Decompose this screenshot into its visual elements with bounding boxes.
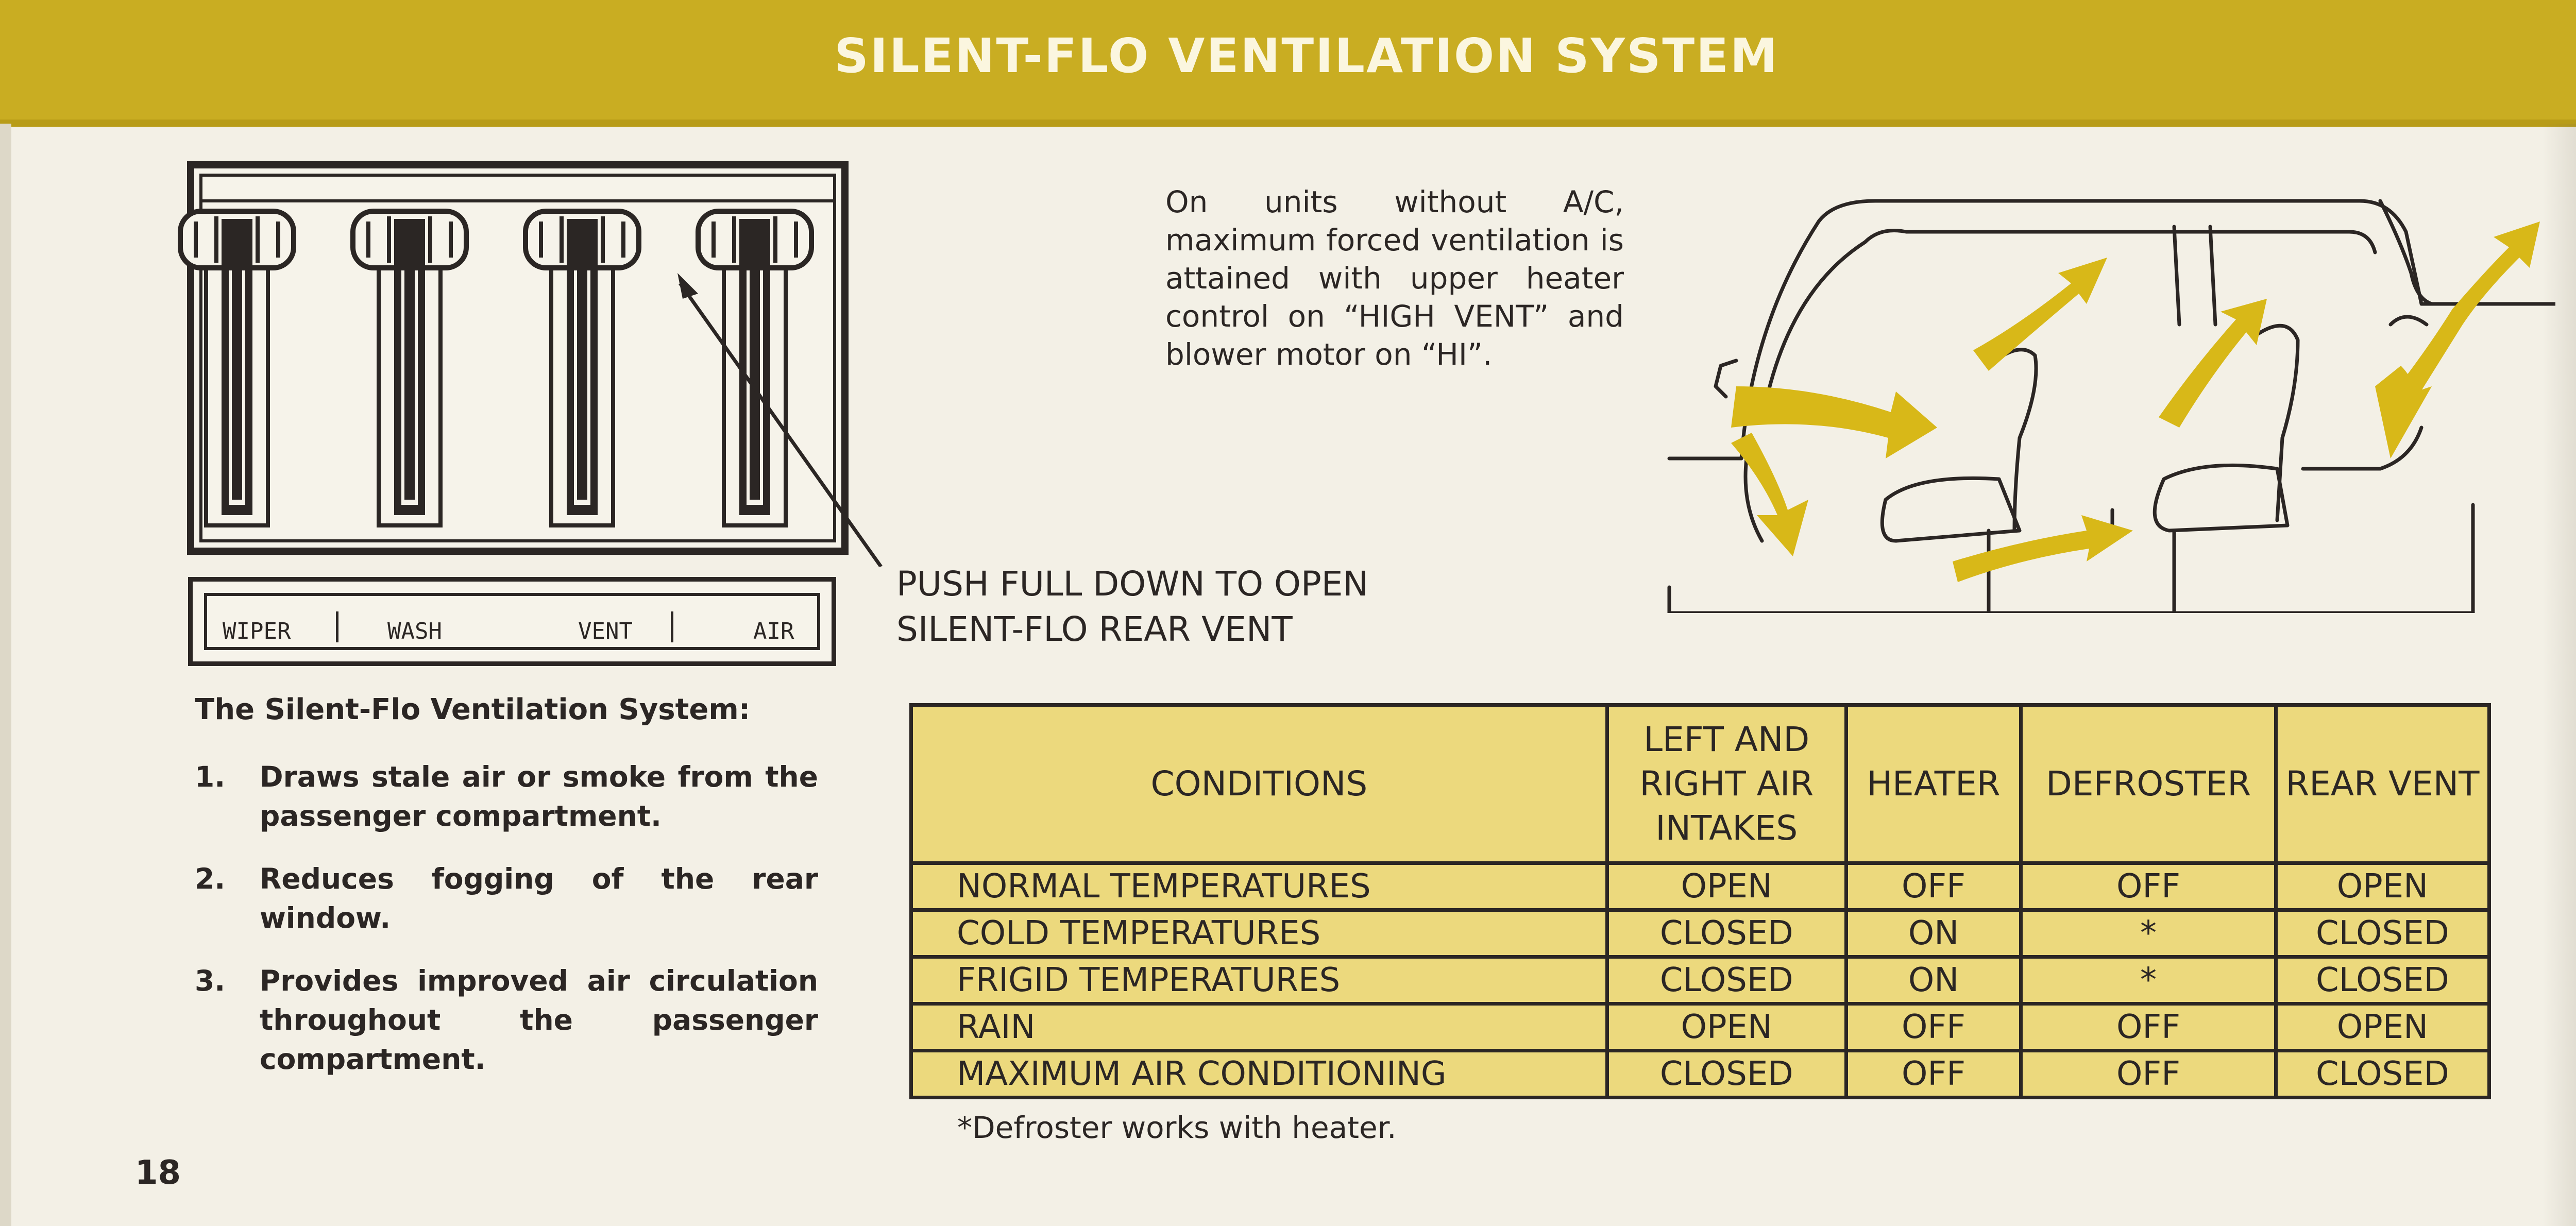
callout-line-2: SILENT-FLO REAR VENT: [896, 609, 1293, 649]
vent-label: VENT: [578, 618, 633, 644]
table-header-row: [911, 705, 2489, 863]
table-cell: OPEN: [1607, 863, 1846, 910]
table-cell: OFF: [1846, 863, 2021, 910]
switch-label-strip: [188, 577, 836, 666]
system-intro-heading: The Silent-Flo Ventilation System:: [195, 693, 751, 726]
table-row: [911, 1004, 2489, 1051]
header-rule: [0, 120, 2576, 127]
list-text: Draws stale air or smoke from the passenger compartment.: [260, 760, 818, 832]
column-header: CONDITIONS: [911, 705, 1607, 863]
table-cell: CLOSED: [1607, 957, 1846, 1004]
table-cell: FRIGID TEMPERATURES: [911, 957, 1607, 1004]
table-cell: OFF: [2021, 1051, 2276, 1098]
callout-line-1: PUSH FULL DOWN TO OPEN: [896, 564, 1368, 604]
page-number: 18: [135, 1154, 181, 1192]
table-row: [911, 1051, 2489, 1098]
benefits-list: [195, 757, 818, 1102]
page-title: SILENT-FLO VENTILATION SYSTEM: [834, 28, 1779, 83]
list-item: [195, 961, 818, 1079]
table-cell: CLOSED: [1607, 1051, 1846, 1098]
table-cell: CLOSED: [1607, 910, 1846, 957]
switch-label-strip-inner: [204, 593, 820, 650]
table-cell: OPEN: [2276, 863, 2489, 910]
wash-label: WASH: [387, 618, 442, 644]
table-row: [911, 910, 2489, 957]
table-cell: COLD TEMPERATURES: [911, 910, 1607, 957]
table-cell: OFF: [1846, 1051, 2021, 1098]
column-header: DEFROSTER: [2021, 705, 2276, 863]
column-header: HEATER: [1846, 705, 2021, 863]
table-cell: CLOSED: [2276, 957, 2489, 1004]
defroster-footnote: *Defroster works with heater.: [957, 1110, 1397, 1145]
list-item: [195, 859, 818, 938]
strip-divider: [336, 611, 338, 642]
list-text: Provides improved air circulation throughout the passenger compartment.: [260, 964, 818, 1076]
list-item: [195, 757, 818, 836]
table-cell: RAIN: [911, 1004, 1607, 1051]
air-label: AIR: [753, 618, 794, 644]
table-row: [911, 957, 2489, 1004]
table-cell: CLOSED: [2276, 910, 2489, 957]
table-row: [911, 863, 2489, 910]
list-number: 1.: [195, 760, 226, 793]
wiper-label: WIPER: [223, 618, 291, 644]
slider-panel-illustration: [170, 155, 891, 567]
table-cell: OFF: [2021, 863, 2276, 910]
table-cell: OPEN: [1607, 1004, 1846, 1051]
page-gutter: [0, 124, 11, 1226]
table-cell: NORMAL TEMPERATURES: [911, 863, 1607, 910]
table-cell: *: [2021, 957, 2276, 1004]
table-cell: OFF: [1846, 1004, 2021, 1051]
table-cell: *: [2021, 910, 2276, 957]
conditions-table: [909, 703, 2491, 1099]
table-cell: OFF: [2021, 1004, 2276, 1051]
list-text: Reduces fogging of the rear window.: [260, 862, 818, 934]
table-cell: ON: [1846, 957, 2021, 1004]
table-cell: CLOSED: [2276, 1051, 2489, 1098]
list-number: 2.: [195, 862, 226, 895]
strip-divider: [671, 611, 673, 642]
table-cell: MAXIMUM AIR CONDITIONING: [911, 1051, 1607, 1098]
car-airflow-illustration: [1659, 170, 2555, 613]
list-number: 3.: [195, 964, 226, 997]
column-header: REAR VENT: [2276, 705, 2489, 863]
rear-vent-callout: [896, 561, 1368, 652]
table-cell: OPEN: [2276, 1004, 2489, 1051]
column-header: LEFT AND RIGHT AIR INTAKES: [1607, 705, 1846, 863]
table-cell: ON: [1846, 910, 2021, 957]
ventilation-note: On units without A/C, maximum forced ventilation is attained with upper heater control on “HIGH VENT” and blower motor on “HI”.: [1165, 184, 1624, 372]
